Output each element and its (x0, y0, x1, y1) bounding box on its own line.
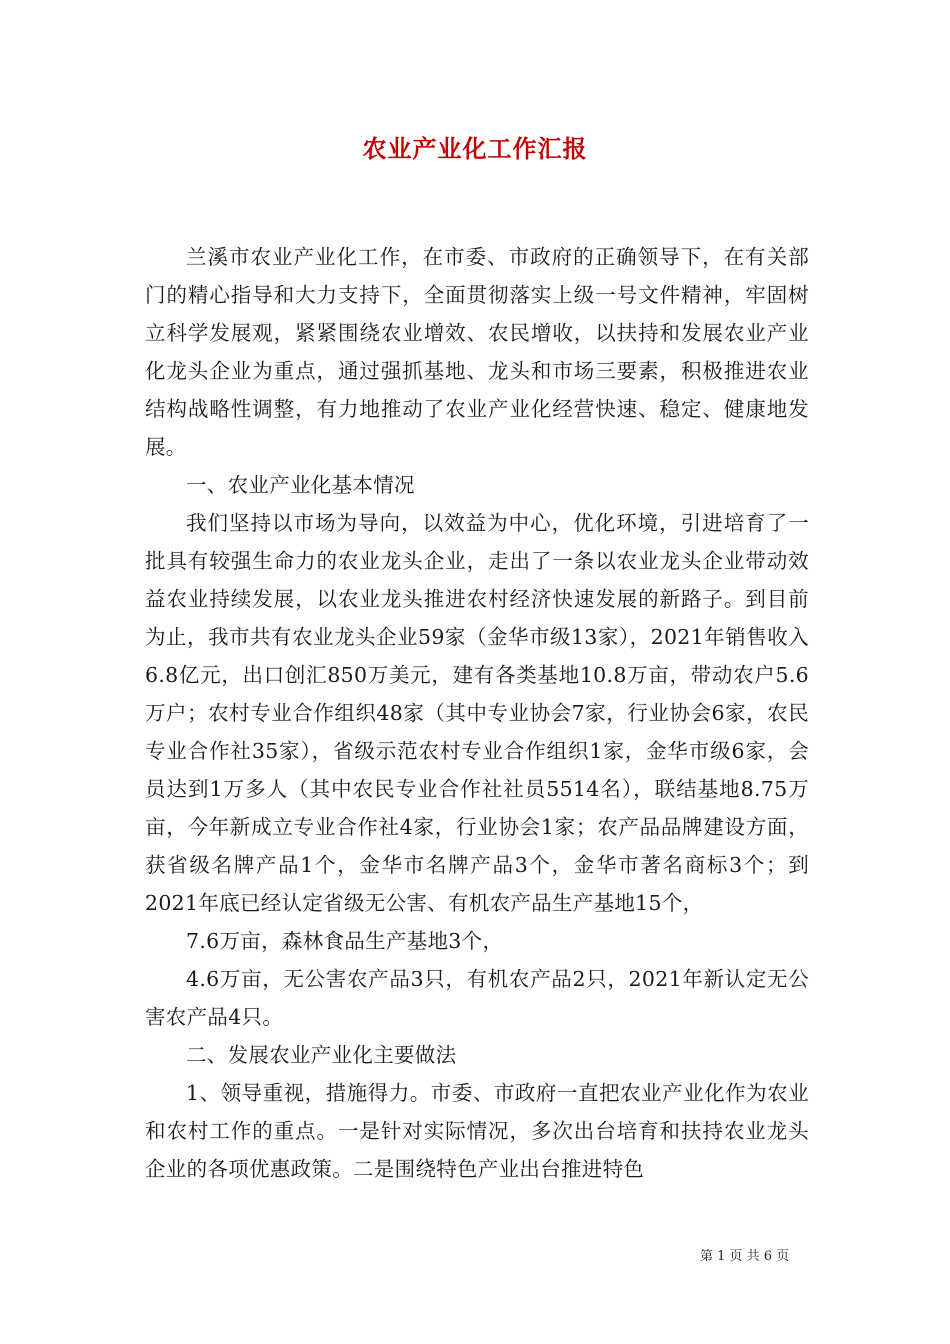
section-heading-1: 一、农业产业化基本情况 (186, 473, 415, 497)
paragraph-organic-products: 4.6万亩，无公害农产品3只，有机农产品2只，2021年新认定无公害农产品4只。 (145, 967, 809, 1029)
page-number: 第 1 页 共 6 页 (700, 1249, 790, 1264)
paragraph-leadership: 1、领导重视，措施得力。市委、市政府一直把农业产业化作为农业和农村工作的重点。一是针对实际情况，多次出台培育和扶持农业龙头企业的各项优惠政策。二是围绕特色产业出台推进特色 (145, 1081, 809, 1181)
paragraph-basic-situation: 我们坚持以市场为导向，以效益为中心，优化环境，引进培育了一批具有较强生命力的农业龙头企业，走出了一条以农业龙头企业带动效益农业持续发展，以农业龙头推进农村经济快速发展的新路子。到目前为止，我市共有农业龙头企业59家（金华市级13家），2021年销售收入6.8亿元，出口创汇850万美元，建有各类基地10.8万亩，带动农户5.6万户；农村专业合作组织48家（其中专业协会7家，行业协会6家，农民专业合作社35家），省级示范农村专业合作组织1家，金华市级6家，会员达到1万多人（其中农民专业合作社社员5514名），联结基地8.75万亩，今年新成立专业合作社4家，行业协会1家；农产品品牌建设方面，获省级名牌产品1个，金华市名牌产品3个，金华市著名商标3个；到2021年底已经认定省级无公害、有机农产品生产基地15个， (145, 511, 809, 915)
paragraph-forest-base: 7.6万亩，森林食品生产基地3个， (186, 929, 504, 953)
section-heading-2: 二、发展农业产业化主要做法 (186, 1043, 457, 1067)
document-title: 农业产业化工作汇报 (362, 134, 588, 163)
paragraph-intro: 兰溪市农业产业化工作，在市委、市政府的正确领导下，在有关部门的精心指导和大力支持下，全面贯彻落实上级一号文件精神，牢固树立科学发展观，紧紧围绕农业增效、农民增收，以扶持和发展农业产业化龙头企业为重点，通过强抓基地、龙头和市场三要素，积极推进农业结构战略性调整，有力地推动了农业产业化经营快速、稳定、健康地发展。 (145, 245, 809, 459)
document-body (145, 238, 809, 1188)
